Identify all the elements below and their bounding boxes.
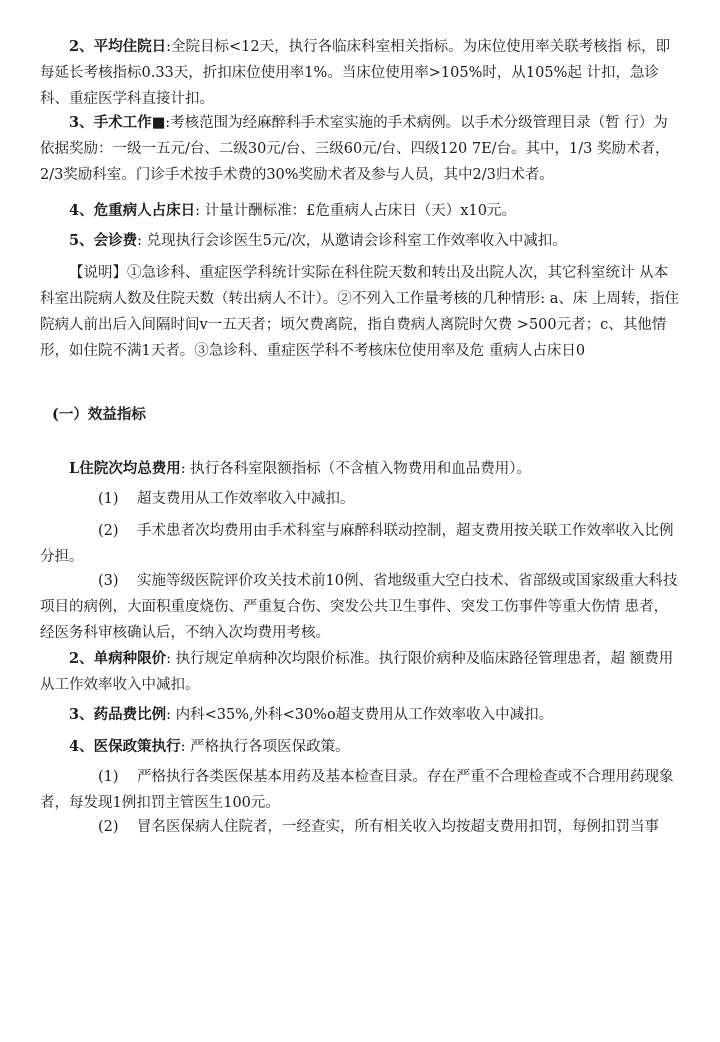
paragraph-single-disease-limit	[40, 646, 680, 698]
sub-item	[40, 814, 680, 840]
sub-item-text: 超支费用从工作效率收入中减扣。	[137, 491, 355, 507]
sub-item-text: 冒名医保病人住院者，一经查实，所有相关收入均按超支费用扣罚，每例扣罚当事	[137, 819, 659, 835]
item-text: :全院目标<12天，执行各临床科室相关指标。为床位使用率关联考核指 标，即每延长考核指标0.33天，折扣床位使用率1%。当床位使用率>105%时，从105%起 计扣，急诊科、重症医学科直接计扣。	[40, 39, 671, 107]
item-text: : 执行规定单病种次均限价标准。执行限价病种及临床路径管理患者，超 额费用从工作效率收入中减扣。	[40, 651, 674, 693]
item-text: : 内科<35%,外科<30%o超支费用从工作效率收入中减扣。	[166, 707, 554, 723]
item-label: L住院次均总费用	[69, 460, 181, 477]
sub-item-text: 手术患者次均费用由手术科室与麻醉科联动控制，超支费用按关联工作效率收入比例分担。	[40, 523, 674, 565]
section-heading: (一）效益指标	[52, 406, 146, 423]
item-label: 4、医保政策执行	[69, 738, 181, 755]
sub-item-text: 实施等级医院评价攻关技术前10例、省地级重大空白技术、省部级或国家级重大科技项目的病例，大面积重度烧伤、严重复合伤、突发公共卫生事件、突发工伤事件等重大伤情 患者，经医务科审核确认后，不纳入次均费用考核。	[40, 573, 678, 641]
paragraph-drug-ratio	[40, 702, 680, 728]
sub-item-number: (2)	[98, 819, 119, 835]
item-text: : 计量计酬标准：£危重病人占床日（天）x10元。	[195, 203, 516, 219]
item-text: :考核范围为经麻醉科手术室实施的手术病例。以手术分级管理目录（暂 行）为依据奖励：一级一五元/台、二级30元/台、三级60元/台、四级120 7E/台。其中，1/3 奖励术者，2/3奖励科室。门诊手术按手术费的30%奖励术者及参与人员，其中2/3归术者。	[40, 115, 670, 183]
item-label: 3、手术工作■	[69, 114, 166, 131]
item-text: : 执行各科室限额指标（不含植入物费用和血品费用）。	[180, 461, 531, 477]
paragraph-consultation-fee	[40, 228, 680, 254]
sub-item-text: 严格执行各类医保基本用药及基本检查目录。存在严重不合理检查或不合理用药现象者，每发现1例扣罚主管医生100元。	[40, 769, 674, 811]
paragraph-note: 【说明】①急诊科、重症医学科统计实际在科住院天数和转出及出院人次，其它科室统计 从本科室出院病人数及住院天数（转出病人不计）。②不列入工作量考核的几种情形: a、床 上周转，指住院病人前出后入间隔时间v一五天者；顷欠费离院，指自费病人离院时欠费 >500元者；c、其他情形，如住院不满1天者。③急诊科、重症医学科不考核床位使用率及危 重病人占床日0	[40, 265, 679, 359]
sub-item-number: (2)	[98, 523, 119, 539]
sub-item-number: (1)	[98, 491, 119, 507]
item-label: 5、会诊费	[69, 232, 138, 249]
item-text: : 兑现执行会诊医生5元/次，从邀请会诊科室工作效率收入中减扣。	[137, 233, 567, 249]
item-label: 4、危重病人占床日	[69, 202, 196, 219]
item-label: 2、单病种限价	[69, 650, 167, 667]
paragraph-insurance-policy	[40, 734, 680, 760]
sub-item-number: (1)	[98, 769, 119, 785]
item-label: 3、药品费比例	[69, 706, 167, 723]
sub-item-number: (3)	[98, 573, 119, 589]
sub-item	[40, 764, 680, 816]
item-label: 2、平均住院日	[69, 38, 167, 55]
sub-item	[40, 568, 680, 646]
item-text: : 严格执行各项医保政策。	[180, 739, 350, 755]
paragraph-average-stay	[40, 34, 680, 112]
sub-item	[40, 486, 680, 512]
paragraph-critical-bed-days	[40, 198, 680, 224]
sub-item	[40, 518, 680, 570]
paragraph-avg-cost	[40, 456, 680, 482]
paragraph-surgery-work	[40, 110, 680, 188]
